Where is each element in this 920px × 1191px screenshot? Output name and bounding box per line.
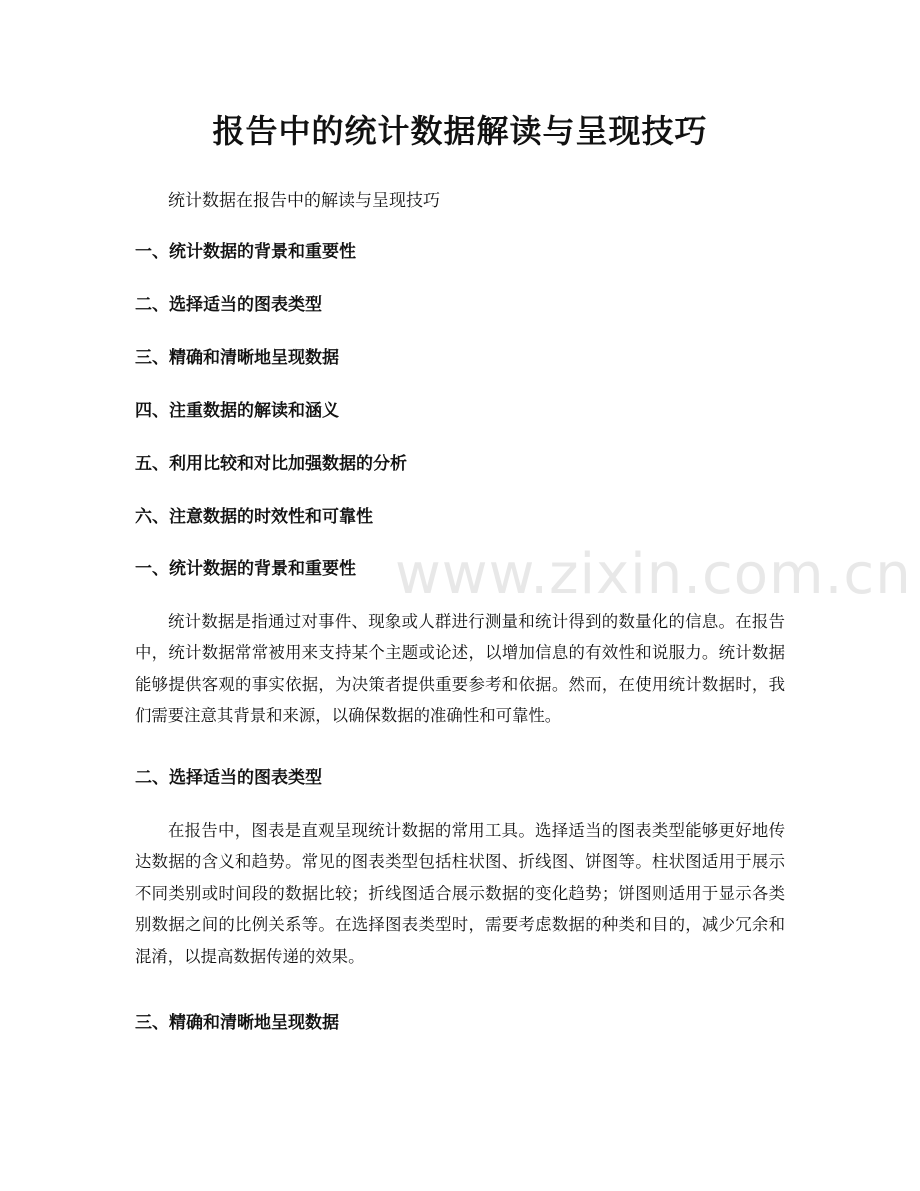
toc-item-4: 四、注重数据的解读和涵义 bbox=[135, 401, 339, 421]
section-body-2: 在报告中，图表是直观呈现统计数据的常用工具。选择适当的图表类型能够更好地传达数据的含义和趋势。常见的图表类型包括柱状图、折线图、饼图等。柱状图适用于展示不同类别或时间段的数据比较；折线图适合展示数据的变化趋势；饼图则适用于显示各类别数据之间的比例关系等。在选择图表类型时，需要考虑数据的种类和目的，减少冗余和混淆，以提高数据传递的效果。 bbox=[135, 821, 785, 966]
section-heading-2: 二、选择适当的图表类型 bbox=[135, 768, 322, 788]
toc-item-6: 六、注意数据的时效性和可靠性 bbox=[135, 507, 373, 527]
toc-item-5: 五、利用比较和对比加强数据的分析 bbox=[135, 454, 407, 474]
section-body-1: 统计数据是指通过对事件、现象或人群进行测量和统计得到的数量化的信息。在报告中，统计数据常常被用来支持某个主题或论述，以增加信息的有效性和说服力。统计数据能够提供客观的事实依据，为决策者提供重要参考和依据。然而，在使用统计数据时，我们需要注意其背景和来源，以确保数据的准确性和可靠性。 bbox=[135, 612, 785, 726]
document-title: 报告中的统计数据解读与呈现技巧 bbox=[212, 112, 708, 150]
watermark: www.zixin.com.cn bbox=[395, 542, 912, 607]
toc-item-3: 三、精确和清晰地呈现数据 bbox=[135, 348, 339, 368]
toc-item-1: 一、统计数据的背景和重要性 bbox=[135, 242, 356, 262]
document-subtitle: 统计数据在报告中的解读与呈现技巧 bbox=[168, 191, 440, 211]
section-heading-1: 一、统计数据的背景和重要性 bbox=[135, 559, 356, 579]
section-heading-3: 三、精确和清晰地呈现数据 bbox=[135, 1013, 339, 1033]
toc-item-2: 二、选择适当的图表类型 bbox=[135, 295, 322, 315]
